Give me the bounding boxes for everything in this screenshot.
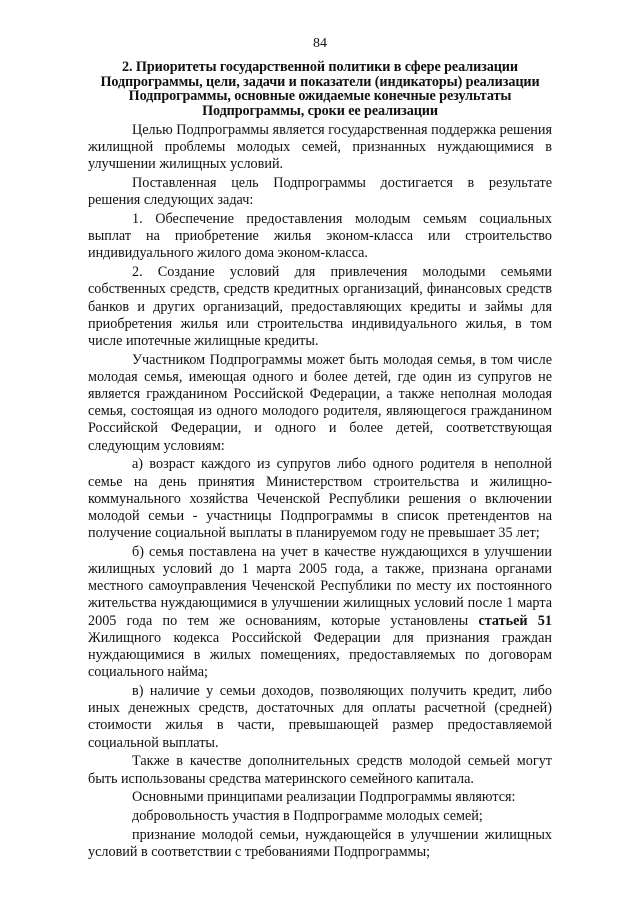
paragraph-maternity-capital: Также в качестве дополнительных средств молодой семьей могут быть использованы средства материнского семейного капитала. [88, 753, 552, 787]
paragraph-condition-b [88, 544, 552, 682]
paragraph-condition-a: а) возраст каждого из супругов либо одного родителя в неполной семье на день принятия Министерством строительства и жилищно-коммунального хозяйства Чеченской Республики решения о включении молодой семьи - участницы Подпрограммы в список претендентов на получение социальной выплаты в планируемом году не превышает 35 лет; [88, 456, 552, 542]
paragraph-tasks-intro: Поставленная цель Подпрограммы достигается в результате решения следующих задач: [88, 175, 552, 209]
article-51-link: статьей 51 [478, 612, 552, 629]
paragraph-participant: Участником Подпрограммы может быть молодая семья, в том числе молодая семья, имеющая одного и более детей, где один из супругов не является гражданином Российской Федерации, а также неполная молодая семья, состоящая из одного молодого родителя, являющегося гражданином Российской Федерации, и одного и более детей, соответствующая следующим условиям: [88, 351, 552, 454]
section-heading: 2. Приоритеты государственной политики в сфере реализации Подпрограммы, цели, задачи и показатели (индикаторы) реализации Подпрограммы, основные ожидаемые конечные результаты Подпрограммы, сроки ее реализации [100, 59, 540, 119]
paragraph-task-2: 2. Создание условий для привлечения молодыми семьями собственных средств, средств кредитных организаций, финансовых средств банков и других организаций, предоставляющих кредиты и займы для приобретения жилья или строительства индивидуального жилья, в том числе ипотечные жилищные кредиты. [88, 264, 552, 349]
paragraph-principle-recognition: признание молодой семьи, нуждающейся в улучшении жилищных условий в соответствии с требованиями Подпрограммы; [88, 826, 552, 860]
paragraph-task-1: 1. Обеспечение предоставления молодым семьям социальных выплат на приобретение жилья эконом-класса или строительство индивидуального жилого дома эконом-класса. [88, 211, 552, 262]
paragraph-goal: Целью Подпрограммы является государственная поддержка решения жилищной проблемы молодых семей, признанных нуждающимися в улучшении жилищных условий. [88, 122, 552, 173]
paragraph-principle-voluntary: добровольность участия в Подпрограмме молодых семей; [132, 807, 483, 824]
document-body [88, 122, 552, 861]
paragraph-condition-c: в) наличие у семьи доходов, позволяющих получить кредит, либо иных денежных средств, достаточных для оплаты расчетной (средней) стоимости жилья в части, превышающей размер предоставляемой социальной выплаты. [88, 683, 552, 751]
paragraph-principles-intro: Основными принципами реализации Подпрограммы являются: [132, 789, 516, 806]
condition-b-text-end: Жилищного кодекса Российской Федерации для признания граждан нуждающимися в жилых помещениях, предоставляемых по договорам социального найма; [88, 629, 552, 681]
page-number: 84 [313, 36, 327, 51]
condition-b-text-start: б) семья поставлена на учет в качестве нуждающихся в улучшении жилищных условий до 1 марта 2005 года, а также, признана органами местного самоуправления Чеченской Республики по месту их постоянного жительства нуждающимися в улучшении жилищных условий после 1 марта 2005 года по тем же основаниям, которые установлены [88, 543, 552, 629]
